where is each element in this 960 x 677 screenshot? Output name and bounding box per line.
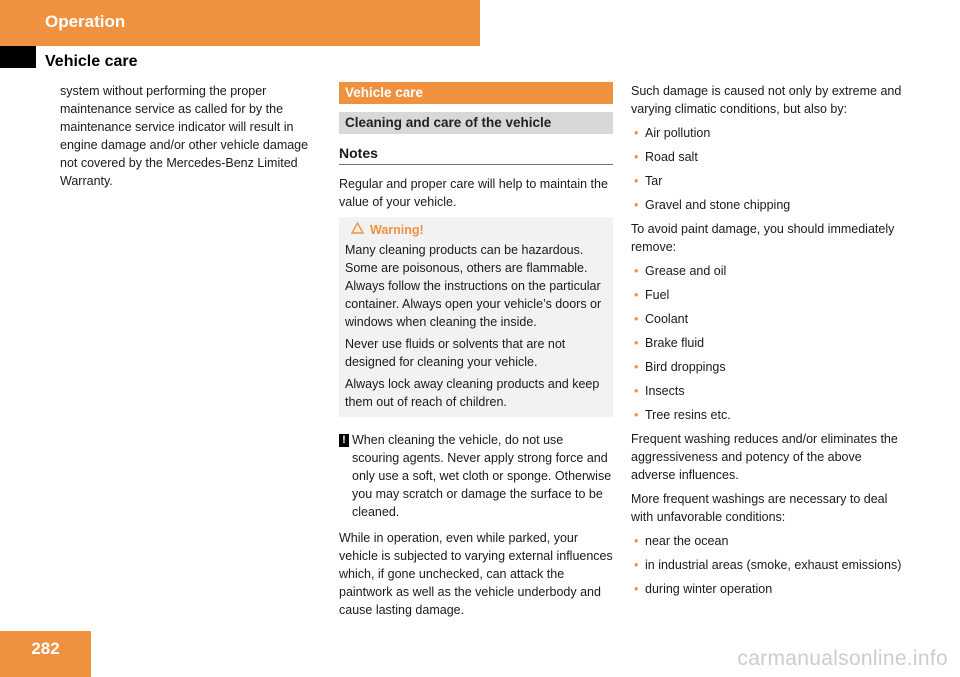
- caution-icon: !: [339, 434, 349, 447]
- list-item: • Fuel: [634, 288, 670, 302]
- warning-text: Many cleaning products can be hazardous. Some are poisonous, others are flammable. Always follow the instructions on the particular container. Always open your vehicle’s doors or windows when cleaning the inside.: [345, 243, 602, 329]
- bullet-icon: •: [634, 534, 639, 548]
- chapter-title: Operation: [45, 12, 126, 31]
- bullet-icon: •: [634, 174, 639, 188]
- chapter-header-bar: [0, 0, 480, 46]
- bullet-icon: •: [634, 264, 639, 278]
- remove-list: [631, 262, 909, 424]
- list-item: • Tar: [634, 174, 663, 188]
- bullet-icon: •: [634, 336, 639, 350]
- page-number-box: [0, 631, 91, 677]
- section-marker: [0, 46, 36, 68]
- remove-intro: To avoid paint damage, you should immediately remove:: [631, 222, 895, 254]
- list-item: • Road salt: [634, 150, 698, 164]
- bullet-icon: •: [634, 288, 639, 302]
- list-item: • Coolant: [634, 312, 689, 326]
- list-item: • Bird droppings: [634, 360, 726, 374]
- list-item: • during winter operation: [634, 582, 773, 596]
- warning-triangle-icon: [351, 221, 364, 239]
- caution-text: When cleaning the vehicle, do not use scouring agents. Never apply strong force and only use a soft, wet cloth or sponge. Otherwise you may scratch or damage the surface to be cleaned.: [352, 433, 612, 519]
- bullet-icon: •: [634, 126, 639, 140]
- column-left: [60, 82, 325, 196]
- continued-paragraph: system without performing the proper maintenance service as called for by the maintenance service indicator will result in engine damage and/or other vehicle damage not covered by the Mercedes-Benz Limited Warranty.: [60, 84, 309, 188]
- intro-paragraph: Regular and proper care will help to maintain the value of your vehicle.: [339, 177, 608, 209]
- column-right: [631, 82, 909, 604]
- bullet-icon: •: [634, 198, 639, 212]
- topic-bar: Vehicle care: [339, 82, 613, 104]
- list-item: • in industrial areas (smoke, exhaust emissions): [634, 558, 902, 572]
- list-item: • Air pollution: [634, 126, 711, 140]
- caution-note: [339, 431, 613, 521]
- conditions-list: [631, 532, 909, 598]
- section-title: Vehicle care: [45, 53, 138, 70]
- subtopic-bar: Cleaning and care of the vehicle: [339, 112, 613, 134]
- bullet-icon: •: [634, 582, 639, 596]
- warning-box: [339, 217, 613, 417]
- washing-paragraph: Frequent washing reduces and/or eliminates the aggressiveness and potency of the above adverse influences.: [631, 432, 898, 482]
- conditions-intro: More frequent washings are necessary to deal with unfavorable conditions:: [631, 492, 888, 524]
- bullet-icon: •: [634, 312, 639, 326]
- list-item: • Tree resins etc.: [634, 408, 731, 422]
- watermark: carmanualsonline.info: [737, 647, 948, 670]
- bullet-icon: •: [634, 150, 639, 164]
- bullet-icon: •: [634, 408, 639, 422]
- bullet-icon: •: [634, 384, 639, 398]
- list-item: • Brake fluid: [634, 336, 705, 350]
- warning-text: Always lock away cleaning products and keep them out of reach of children.: [345, 377, 600, 409]
- warning-title: Warning!: [370, 223, 424, 237]
- damage-causes-list: [631, 124, 909, 214]
- bullet-icon: •: [634, 558, 639, 572]
- list-item: • Grease and oil: [634, 264, 727, 278]
- warning-header: [345, 221, 607, 239]
- list-item: • Gravel and stone chipping: [634, 198, 791, 212]
- list-item: • Insects: [634, 384, 685, 398]
- damage-causes-intro: Such damage is caused not only by extreme and varying climatic conditions, but also by:: [631, 84, 902, 116]
- page-number: 282: [31, 639, 60, 658]
- warning-text: Never use fluids or solvents that are not designed for cleaning your vehicle.: [345, 337, 566, 369]
- list-item: • near the ocean: [634, 534, 729, 548]
- outro-paragraph: While in operation, even while parked, your vehicle is subjected to varying external influences which, if gone unchecked, can attack the paintwork as well as the vehicle underbody and cause lasting damage.: [339, 531, 613, 617]
- bullet-icon: •: [634, 360, 639, 374]
- column-middle: [339, 82, 613, 625]
- notes-heading: Notes: [339, 144, 613, 165]
